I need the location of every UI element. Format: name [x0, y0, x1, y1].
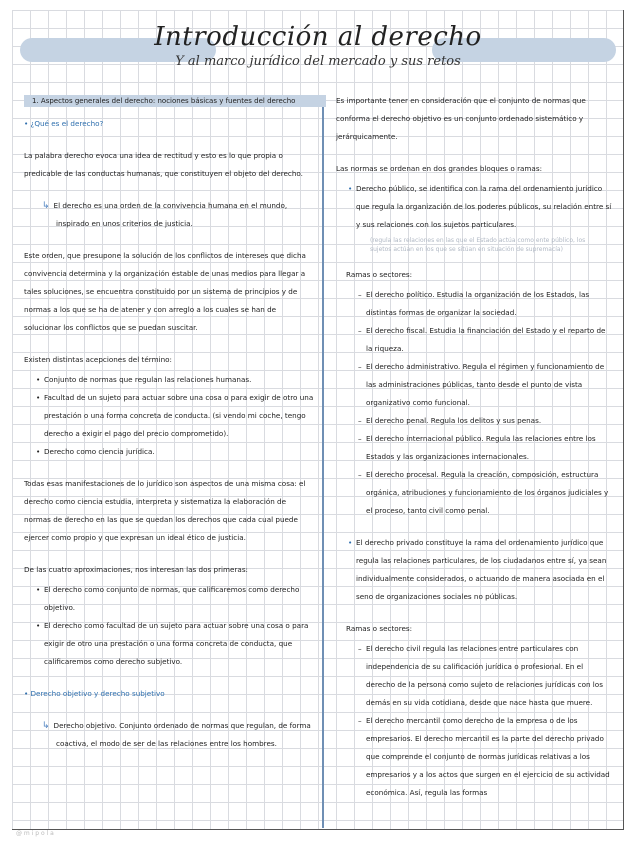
paragraph: La palabra derecho evoca una idea de rectitud y esto es lo que propia o predicable de las conductas humanas, que constituyen el objeto del derecho. — [24, 151, 303, 178]
public-sectors-list — [346, 286, 612, 520]
column-divider — [322, 98, 324, 828]
private-sectors-list — [346, 640, 612, 802]
note-text: Derecho objetivo. Conjunto ordenado de normas que regulan, de forma coactiva, el modo de ser de las relaciones entre los hombres. — [53, 721, 311, 748]
acepciones-list — [24, 371, 314, 461]
subheading: Ramas o sectores: — [346, 624, 413, 633]
right-column — [336, 92, 612, 802]
list-item: • Conjunto de normas que regulan las relaciones humanas. — [36, 371, 314, 389]
list-item: – El derecho fiscal. Estudia la financiación del Estado y el reparto de la riqueza. — [358, 322, 612, 358]
list-item: • El derecho privado constituye la rama del ordenamiento jurídico que regula las relaciones particulares, de los ciudadanos entre sí, ya sean individualmente considerados, o actuando de manera asociada en el seno de organizaciones sociales no públicas. — [348, 534, 612, 606]
list-item: • El derecho como conjunto de normas, que calificaremos como derecho objetivo. — [36, 581, 314, 617]
paragraph: Las normas se ordenan en dos grandes bloques o ramas: — [336, 164, 542, 173]
question-heading: • ¿Qué es el derecho? — [24, 119, 104, 128]
list-item: – El derecho procesal. Regula la creación, composición, estructura orgánica, atribuciones y funcionamiento de los órganos judiciales y el proceso, tanto civil como penal. — [358, 466, 612, 520]
watermark-footer: @ m i p o l a — [16, 830, 54, 837]
paragraph: Es importante tener en consideración que el conjunto de normas que conforma el derecho objetivo es un conjunto ordenado sistemático y jerárquicamente. — [336, 96, 586, 141]
list-item: • El derecho como facultad de un sujeto para actuar sobre una cosa o para exigir de otro una prestación o una forma concreta de conducta, que calificaremos como derecho subjetivo. — [36, 617, 314, 671]
list-item: – El derecho internacional público. Regula las relaciones entre los Estados y las organizaciones internacionales. — [358, 430, 612, 466]
paragraph: Este orden, que presupone la solución de los conflictos de intereses que dicha convivencia determina y la organización estable de unas medios para llegar a tales soluciones, se encuentra constituido por un sistema de principios y de normas a los que se ha de atener y con arreglo a los cuales se han de solucionar los conflictos que se puedan suscitar. — [24, 251, 306, 332]
page-title: Introducción al derecho — [154, 22, 482, 52]
paragraph: Existen distintas acepciones del término: — [24, 355, 172, 364]
list-item: – El derecho civil regula las relaciones entre particulares con independencia de su calificación jurídica o profesional. En el derecho de la persona como sujeto de relaciones jurídicas con los demás en su vida cotidiana, desde que nace hasta que muere. — [358, 640, 612, 712]
section-heading: 1. Aspectos generales del derecho: nociones básicas y fuentes del derecho — [24, 95, 326, 107]
question-heading: • Derecho objetivo y derecho subjetivo — [24, 689, 165, 698]
list-item: – El derecho administrativo. Regula el régimen y funcionamiento de las administraciones públicas, tanto desde el punto de vista organizativo como funcional. — [358, 358, 612, 412]
list-item: • Derecho público, se identifica con la rama del ordenamiento jurídico que regula la organización de los poderes públicos, su relación entre sí y sus relaciones con los sujetos particulares. — [348, 180, 612, 234]
list-item: – El derecho político. Estudia la organización de los Estados, las distintas formas de organizar la sociedad. — [358, 286, 612, 322]
arrow-icon: ↳ — [42, 721, 50, 731]
title-area — [12, 16, 624, 76]
paragraph: Todas esas manifestaciones de lo jurídico son aspectos de una misma cosa: el derecho como ciencia estudia, interpreta y sistematiza la elaboración de normas de derecho en las que se quedan los derechos que cada cual puede ejercer como propio y que expresan un ideal ético de justicia. — [24, 479, 306, 542]
public-law-item — [336, 180, 612, 234]
arrow-note — [42, 197, 314, 233]
aproximaciones-list — [24, 581, 314, 671]
notes-page — [12, 10, 624, 830]
subheading: Ramas o sectores: — [346, 270, 413, 279]
paragraph: De las cuatro aproximaciones, nos interesan las dos primeras: — [24, 565, 248, 574]
gray-annotation: (regula las relaciones en las que el Estado actúa como ente público, los sujetos actúan en los que se sitúan en situación de supremacía) — [370, 237, 586, 253]
list-item: • Derecho como ciencia jurídica. — [36, 443, 314, 461]
list-item: • Facultad de un sujeto para actuar sobre una cosa o para exigir de otro una prestación o una forma concreta de conducta. (si vendo mi coche, tengo derecho a exigir el pago del precio comprometido). — [36, 389, 314, 443]
list-item: – El derecho mercantil como derecho de la empresa o de los empresarios. El derecho mercantil es la parte del derecho privado que comprende el conjunto de normas jurídicas relativas a los empresarios y a los actos que surgen en el ejercicio de su actividad económica. Así, regula las formas — [358, 712, 612, 802]
list-item: – El derecho penal. Regula los delitos y sus penas. — [358, 412, 612, 430]
arrow-icon: ↳ — [42, 201, 50, 211]
note-text: El derecho es una orden de la convivencia humana en el mundo, inspirado en unos criterios de justicia. — [53, 201, 288, 228]
left-column — [24, 92, 314, 767]
private-law-item — [336, 534, 612, 606]
arrow-note — [42, 717, 314, 753]
page-subtitle: Y al marco jurídico del mercado y sus retos — [175, 54, 461, 69]
